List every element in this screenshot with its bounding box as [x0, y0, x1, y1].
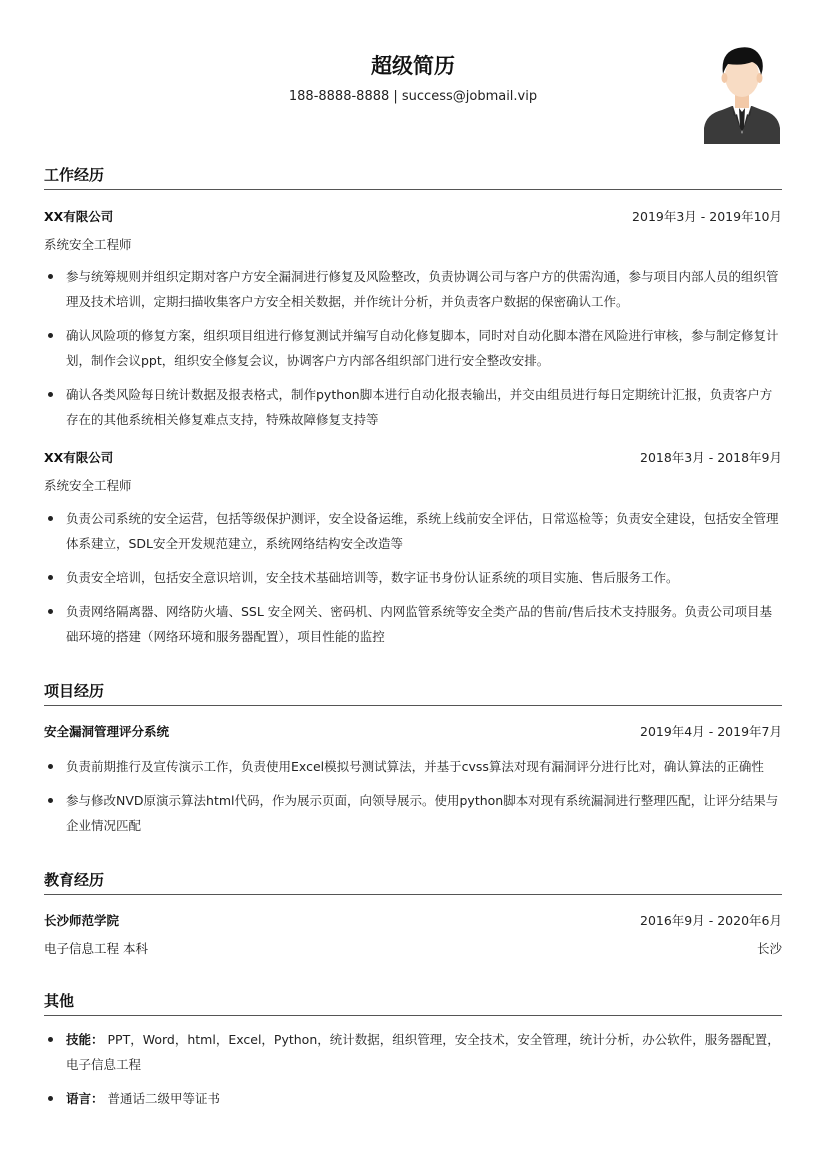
education-section: [44, 869, 782, 895]
bullet-icon: [48, 392, 53, 397]
work-date: 2018年3月 - 2018年9月: [640, 450, 782, 465]
other-section-title: 其他: [44, 992, 75, 1010]
list-item: 负责安全培训，包括安全意识培训，安全技术基础培训等，数字证书身份认证系统的项目实施、售后服务工作。: [44, 565, 782, 590]
list-item: [44, 1027, 782, 1077]
person-avatar-icon: [704, 42, 780, 144]
job-role: 系统安全工程师: [44, 237, 132, 252]
work-section: [44, 164, 782, 190]
list-item: 确认风险项的修复方案，组织项目组进行修复测试并编写自动化修复脚本，同时对自动化脚本潜在风险进行审核，参与制定修复计划，制作会议ppt，组织安全修复会议，协调客户方内部各组织部门进行安全整改安排。: [44, 323, 782, 373]
bullet-icon: [48, 764, 53, 769]
bullet-icon: [48, 516, 53, 521]
list-item: 负责前期推行及宣传演示工作，负责使用Excel模拟号测试算法，并基于cvss算法对现有漏洞评分进行比对，确认算法的正确性: [44, 754, 782, 779]
work-entry-header: [44, 207, 782, 225]
bullet-icon: [48, 798, 53, 803]
other-bullets: [44, 1027, 782, 1120]
school-name: 长沙师范学院: [44, 913, 120, 928]
contact-info: 188-8888-8888 | success@jobmail.vip: [288, 89, 538, 104]
bullet-icon: [48, 1096, 53, 1101]
skills-text: PPT，Word，html，Excel，Python，统计数据，组织管理，安全技术，安全管理，统计分析，办公软件，服务器配置，电子信息工程: [66, 1032, 780, 1072]
list-item: [44, 1086, 782, 1111]
project-entry-header: [44, 722, 782, 740]
bullet-icon: [48, 575, 53, 580]
bullet-icon: [48, 274, 53, 279]
education-detail-row: [44, 939, 782, 957]
list-item: 负责公司系统的安全运营，包括等级保护测评，安全设备运维，系统上线前安全评估，日常巡检等；负责安全建设，包括安全管理体系建立，SDL安全开发规范建立，系统网络结构安全改造等: [44, 506, 782, 556]
work-bullets: [44, 506, 782, 658]
project-name: 安全漏洞管理评分系统: [44, 724, 170, 739]
bullet-icon: [48, 333, 53, 338]
section-divider: [44, 189, 782, 190]
list-item: 确认各类风险每日统计数据及报表格式，制作python脚本进行自动化报表输出，并交由组员进行每日定期统计汇报，负责客户方存在的其他系统相关修复难点支持，特殊故障修复支持等: [44, 382, 782, 432]
section-divider: [44, 1015, 782, 1016]
skills-label: 技能：: [66, 1032, 104, 1047]
list-item: 参与统筹规则并组织定期对客户方安全漏洞进行修复及风险整改，负责协调公司与客户方的供需沟通，参与项目内部人员的组织管理及技术培训，定期扫描收集客户方安全相关数据，并作统计分析，并负责客户数据的保密确认工作。: [44, 264, 782, 314]
projects-section-title: 项目经历: [44, 682, 105, 700]
school-city: 长沙: [756, 941, 782, 956]
company-name: XX有限公司: [44, 209, 114, 224]
project-date: 2019年4月 - 2019年7月: [640, 724, 782, 739]
list-item: 负责网络隔离器、网络防火墙、SSL 安全网关、密码机、内网监管系统等安全类产品的售前/售后技术支持服务。负责公司项目基础环境的搭建（网络环境和服务器配置），项目性能的监控: [44, 599, 782, 649]
resume-page: [44, 0, 782, 1169]
education-entry-header: [44, 911, 782, 929]
work-bullets: [44, 264, 782, 441]
language-text: 普通话二级甲等证书: [107, 1091, 221, 1106]
other-section: [44, 990, 782, 1016]
projects-section: [44, 680, 782, 706]
company-name: XX有限公司: [44, 450, 114, 465]
section-divider: [44, 894, 782, 895]
major-degree: 电子信息工程 本科: [44, 941, 148, 956]
work-date: 2019年3月 - 2019年10月: [632, 209, 782, 224]
project-bullets: [44, 754, 782, 847]
resume-name: 超级简历: [371, 54, 455, 78]
work-section-title: 工作经历: [44, 166, 105, 184]
work-entry-header: [44, 448, 782, 466]
education-date: 2016年9月 - 2020年6月: [640, 913, 782, 928]
language-label: 语言：: [66, 1091, 104, 1106]
job-role: 系统安全工程师: [44, 478, 132, 493]
section-divider: [44, 705, 782, 706]
bullet-icon: [48, 609, 53, 614]
list-item: 参与修改NVD原演示算法html代码，作为展示页面，向领导展示。使用python脚本对现有系统漏洞进行整理匹配，让评分结果与企业情况匹配: [44, 788, 782, 838]
bullet-icon: [48, 1037, 53, 1042]
education-section-title: 教育经历: [44, 871, 105, 889]
